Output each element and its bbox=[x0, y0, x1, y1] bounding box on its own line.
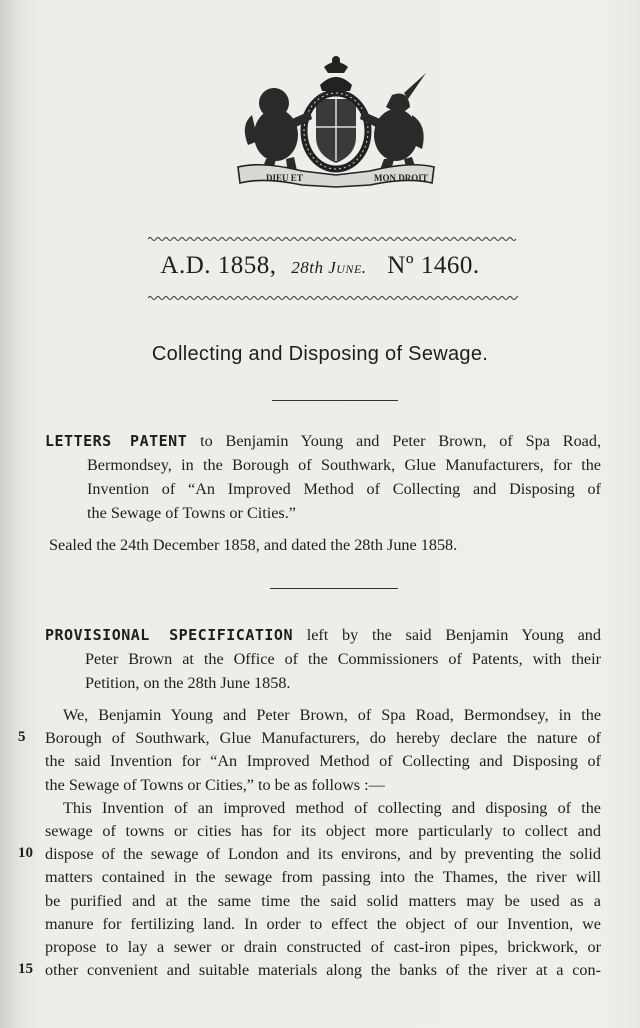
provisional-heading: PROVISIONAL SPECIFICATION bbox=[45, 626, 293, 644]
divider-2 bbox=[270, 588, 398, 589]
letters-patent-line-1: LETTERS PATENT to Benjamin Young and Peter Brown, of Spa Road, bbox=[45, 432, 601, 450]
provisional-line-2: Peter Brown at the Office of the Commissioners of Patents, with their bbox=[85, 650, 601, 668]
line-number: 5 bbox=[18, 729, 26, 746]
letters-patent-line-2: Bermondsey, in the Borough of Southwark, Glue Manufacturers, for the bbox=[87, 456, 601, 474]
body-line: We, Benjamin Young and Peter Brown, of Spa Road, Bermondsey, in the bbox=[63, 706, 601, 724]
body-line: the Sewage of Towns or Cities,” to be as follows :— bbox=[45, 775, 385, 794]
patent-header bbox=[0, 252, 640, 280]
body-line: dispose of the sewage of London and its environs, and by preventing the solid bbox=[45, 845, 601, 864]
sealed-line: Sealed the 24th December 1858, and dated the 28th June 1858. bbox=[49, 536, 458, 554]
patent-number: Nº 1460. bbox=[387, 252, 480, 279]
line-number: 15 bbox=[18, 961, 33, 978]
letters-patent-line-3: Invention of “An Improved Method of Collecting and Disposing of bbox=[87, 480, 601, 498]
body-line: Borough of Southwark, Glue Manufacturers, do hereby declare the nature of bbox=[45, 729, 601, 748]
line-number: 10 bbox=[18, 845, 33, 862]
letters-patent-heading: LETTERS PATENT bbox=[45, 432, 188, 450]
provisional-line-3: Petition, on the 28th June 1858. bbox=[85, 674, 291, 692]
motto-right: MON DROIT bbox=[374, 173, 428, 183]
body-line: matters contained in the sewage from passing into the Thames, the river will bbox=[45, 868, 601, 887]
royal-coat-of-arms-icon bbox=[232, 55, 440, 190]
document-title: Collecting and Disposing of Sewage. bbox=[151, 343, 489, 365]
body-line: This Invention of an improved method of collecting and disposing of the bbox=[63, 798, 601, 817]
wavy-rule-top bbox=[148, 236, 518, 242]
body-line: other convenient and suitable materials along the banks of the river at a con- bbox=[45, 961, 601, 980]
body-line: propose to lay a sewer or drain constructed of cast-iron pipes, brickwork, or bbox=[45, 938, 601, 956]
patent-date: 28th June. bbox=[291, 258, 367, 277]
body-line: the said Invention for “An Improved Method of Collecting and Disposing of bbox=[45, 752, 601, 771]
body-line: be purified and at the same time the said solid matters may be used as a bbox=[45, 891, 601, 910]
body-line: sewage of towns or cities has for its object more particularly to collect and bbox=[45, 822, 601, 840]
provisional-line-1: PROVISIONAL SPECIFICATION left by the said Benjamin Young and bbox=[45, 626, 601, 644]
patent-year: A.D. 1858, bbox=[160, 252, 277, 279]
divider-1 bbox=[272, 400, 398, 401]
letters-patent-line-4: the Sewage of Towns or Cities.” bbox=[87, 504, 296, 522]
motto-left: DIEU ET bbox=[266, 173, 303, 183]
body-line: manure for fertilizing land. In order to effect the object of our Invention, we bbox=[45, 914, 601, 933]
wavy-rule-bottom bbox=[148, 295, 518, 301]
